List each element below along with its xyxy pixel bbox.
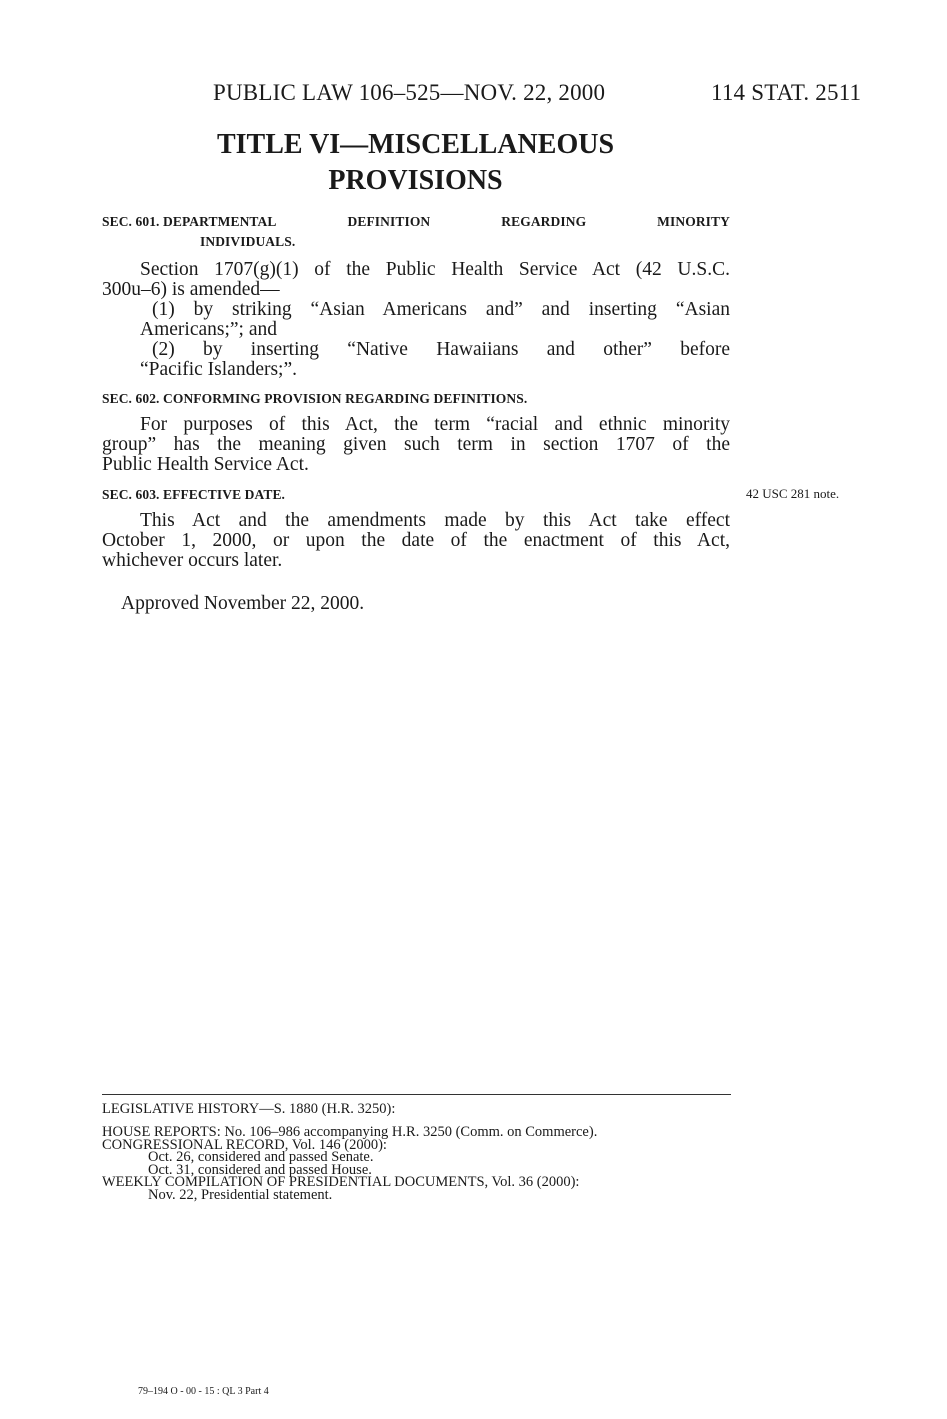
legislative-history-line: Oct. 26, considered and passed Senate. bbox=[148, 1149, 374, 1165]
sec-601-heading-part: MINORITY bbox=[657, 214, 730, 229]
legislative-history-line: Nov. 22, Presidential statement. bbox=[148, 1186, 333, 1203]
sec-601-para-line: Section 1707(g)(1) of the Public Health Service Act (42 U.S.C. bbox=[140, 259, 730, 280]
sec-601-heading-part: DEFINITION bbox=[347, 214, 431, 229]
sec-602-line: group” has the meaning given such term in section 1707 of the bbox=[102, 434, 730, 455]
sec-603-heading: SEC. 603. EFFECTIVE DATE. bbox=[102, 487, 286, 502]
sec-601-item-1: (1) by striking “Asian Americans and” and inserting “Asian bbox=[152, 299, 730, 320]
sec-603-body bbox=[102, 511, 730, 571]
sec-601-item-2: (2) by inserting “Native Hawaiians and other” before bbox=[152, 339, 730, 360]
title-line-2: PROVISIONS bbox=[328, 165, 503, 196]
legislative-history-line: CONGRESSIONAL RECORD, Vol. 146 (2000): bbox=[102, 1136, 387, 1153]
running-header-stat: 114 STAT. 2511 bbox=[711, 80, 862, 105]
legislative-history-line: HOUSE REPORTS: No. 106–986 accompanying H.R. 3250 (Comm. on Commerce). bbox=[102, 1124, 598, 1140]
approval-date: Approved November 22, 2000. bbox=[121, 593, 365, 614]
sec-602-heading: SEC. 602. CONFORMING PROVISION REGARDING DEFINITIONS. bbox=[102, 391, 528, 406]
sec-601-heading-part: SEC. 601. DEPARTMENTAL bbox=[102, 214, 277, 229]
title-heading bbox=[100, 127, 731, 199]
sec-602-line: For purposes of this Act, the term “racial and ethnic minority bbox=[140, 414, 730, 435]
sec-601-body bbox=[102, 260, 730, 380]
running-header-left: PUBLIC LAW 106–525—NOV. 22, 2000 bbox=[213, 80, 606, 105]
sec-603-line: whichever occurs later. bbox=[102, 550, 283, 571]
legislative-history-line: Oct. 31, considered and passed House. bbox=[148, 1161, 372, 1178]
sec-603-line: October 1, 2000, or upon the date of the enactment of this Act, bbox=[102, 530, 730, 551]
legislative-history-heading: LEGISLATIVE HISTORY—S. 1880 (H.R. 3250): bbox=[102, 1101, 396, 1117]
sec-603-line: This Act and the amendments made by this Act take effect bbox=[140, 510, 730, 531]
legislative-history-line: WEEKLY COMPILATION OF PRESIDENTIAL DOCUMENTS, Vol. 36 (2000): bbox=[102, 1174, 580, 1190]
sec-602-body bbox=[102, 415, 730, 475]
legislative-history-list bbox=[102, 1126, 597, 1201]
sec-601-heading-part: REGARDING bbox=[501, 214, 587, 229]
sec-601-heading-cont: INDIVIDUALS. bbox=[200, 234, 296, 249]
sec-601-item-2-cont: “Pacific Islanders;”. bbox=[140, 359, 298, 380]
sec-602-line: Public Health Service Act. bbox=[102, 454, 309, 475]
marginal-note: 42 USC 281 note. bbox=[746, 486, 840, 501]
legislative-history-rule bbox=[102, 1094, 731, 1095]
sec-601-heading bbox=[102, 214, 730, 230]
sec-601-para-line: 300u–6) is amended— bbox=[102, 279, 280, 300]
title-line-1: TITLE VI—MISCELLANEOUS bbox=[216, 129, 615, 160]
sec-601-item-1-cont: Americans;”; and bbox=[140, 319, 277, 340]
print-footer-code: 79–194 O - 00 - 15 : QL 3 Part 4 bbox=[138, 1386, 269, 1397]
